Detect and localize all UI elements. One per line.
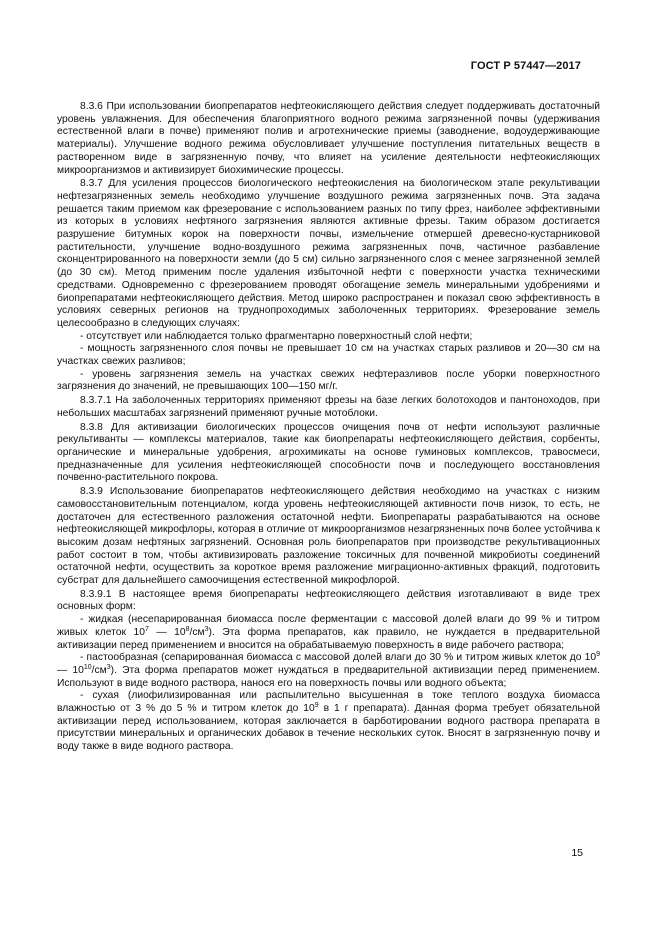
- list-item-case-3: - уровень загрязнения земель на участках свежих нефтеразливов после уборки поверхностного загрязнения до значений, не превышающих 100—150 мг/г.: [57, 368, 600, 393]
- paragraph-8-3-9-1: 8.3.9.1 В настоящее время биопрепараты нефтеокисляющего действия изготавливают в виде трех основных форм:: [57, 588, 600, 613]
- list-item-paste-form: - пастообразная (сепарированная биомасса с массовой долей влаги до 30 % и титром живых клеток до $10^9$ — $10^{10}/см^3$). Эта форма препаратов может нуждаться в предварительной активизации перед применением. Используют в виде водного раствора, нанося его на поверхность почвы или водного объекта;: [57, 651, 600, 689]
- paragraph-8-3-6: 8.3.6 При использовании биопрепаратов нефтеокисляющего действия следует поддерживать достаточный уровень увлажнения. Для обеспечения благоприятного водного режима загрязненной почвы (удерживания естественной влаги в почве) применяют полив и агротехнические приемы (заводнение, водоудерживающие материалы). Улучшение водного режима обусловливает улучшение поступления питательных веществ в растворенном виде в загрязненную почву, что влияет на усиление деятельности нефтеокисляющих микроорганизмов и активизирует биохимические процессы.: [57, 101, 600, 176]
- list-item-case-2: - мощность загрязненного слоя почвы не превышает 10 см на участках старых разливов и 20—30 см на участках свежих разливов;: [57, 343, 600, 368]
- paragraph-8-3-7: 8.3.7 Для усиления процессов биологического нефтеокисления на биологическом этапе рекультивации нефтезагрязненных земель необходимо улучшение воздушного режима загрязненных почв. Эта задача решается таким приемом как фрезерование с использованием разных по типу фрез, наиболее эффективными из которых в условиях нефтяного загрязнения являются активные фрезы. Таким образом достигается разрушение битумных корок на поверхности почвы, измельчение отмершей древесно-кустарниковой растительности, улучшение водно-воздушного режима загрязненных почв, частичное разбавление сконцентрированного на поверхности земли (до 5 см) сильно загрязненного слоя с менее загрязненной землей (до 30 см). Метод применим после удаления избыточной нефти с поверхности участка техническими средствами. Одновременно с фрезерованием проводят обогащение земель минеральными удобрениями и биопрепаратами нефтеокисляющего действия. Метод широко распространен и показал свою эффективность в условиях северных регионов на труднопроходимых заболоченных территориях. Фрезерование земель целесообразно в следующих случаях:: [57, 178, 600, 329]
- list-item-liquid-form: - жидкая (несепарированная биомасса после ферментации с массовой долей влаги до 99 % и титром живых клеток $10^7$ — $10^8/см^3$). Эта форма препаратов, как правило, не нуждается в предварительной активизации перед применением и вносится на обрабатываемую поверхность в виде рабочего раствора;: [57, 614, 600, 651]
- standard-number: ГОСТ Р 57447—2017: [470, 60, 581, 72]
- document-body: [57, 101, 600, 754]
- page-number: 15: [571, 847, 583, 859]
- paragraph-8-3-9: 8.3.9 Использование биопрепаратов нефтеокисляющего действия необходимо на участках с низким самовосстановительным потенциалом, когда уровень нефтеокисляющей активности почв низок, то есть, не достаточен для естественного разложения остаточной нефти. Биопрепараты разрабатываются на основе нефтеокисляющей микрофлоры, которая в отличие от микроорганизмов незагрязненных почв более устойчива к высоким дозам нефтяных загрязнений. Основная роль биопрепаратов при производстве рекультивационных работ состоит в том, чтобы активизировать разложение токсичных для почвенной микробиоты соединений остаточной нефти, осуществить за короткое время разложение миграционно-активных фракций, подготовить субстрат для дальнейшего самоочищения естественной микрофлорой.: [57, 486, 600, 587]
- list-item-case-1: - отсутствует или наблюдается только фрагментарно поверхностный слой нефти;: [80, 330, 473, 342]
- paragraph-8-3-8: 8.3.8 Для активизации биологических процессов очищения почв от нефти используют различные рекультиванты — комплексы материалов, такие как биопрепараты нефтеокисляющего действия, сорбенты, органические и минеральные удобрения, агрохимикаты на основе гуминовых комплексов, травосмеси, предназначенные для усиления нефтеокисляющей способности почв и последующего восстановления почвенно-растительного покрова.: [57, 421, 600, 484]
- paragraph-8-3-7-1: 8.3.7.1 На заболоченных территориях применяют фрезы на базе легких болотоходов и пантоноходов, при небольших масштабах загрязнений применяют ручные мотоблоки.: [57, 395, 600, 419]
- list-item-dry-form: - сухая (лиофилизированная или распылительно высушенная в токе теплого воздуха биомасса влажностью от 3 % до 5 % и титром клеток до $10^9$ в 1 г препарата). Данная форма требует обязательной активизации перед использованием, которая заключается в барботировании водного раствора препарата в присутствии минеральных и органических добавок в течение нескольких суток. Вносят в загрязненную почву и воду также в виде водного раствора.: [57, 690, 600, 753]
